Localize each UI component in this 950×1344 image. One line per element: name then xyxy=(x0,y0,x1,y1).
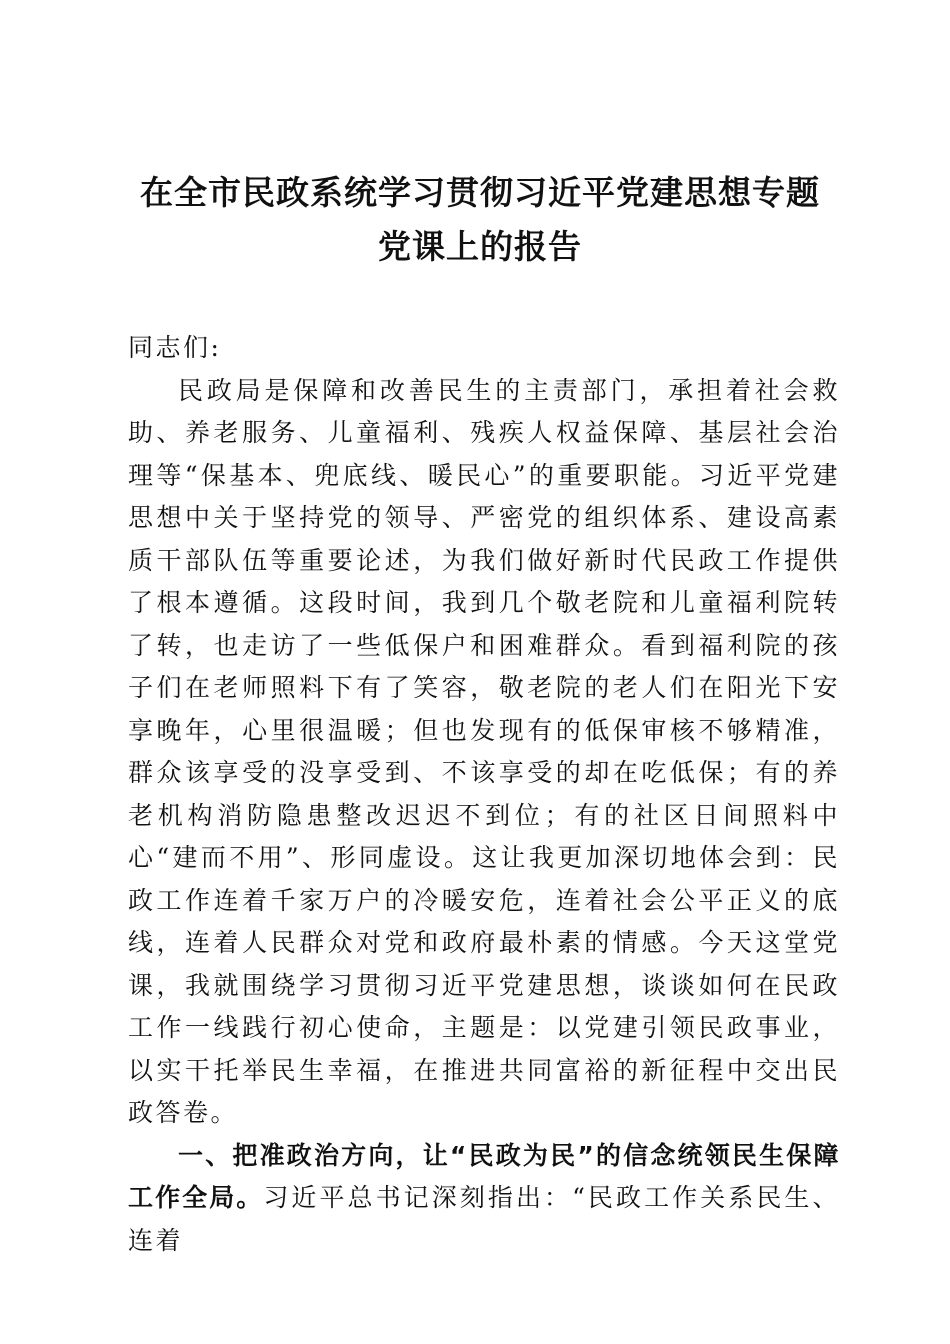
section-1-heading: 一、把准政治方向，让“民政为民”的信念统领民生保障工作全局。 xyxy=(128,1140,840,1212)
paragraph-intro: 民政局是保障和改善民生的主责部门，承担着社会救助、养老服务、儿童福利、残疾人权益保障、基层社会治理等“保基本、兜底线、暖民心”的重要职能。习近平党建思想中关于坚持党的领导、严密党的组织体系、建设高素质干部队伍等重要论述，为我们做好新时代民政工作提供了根本遵循。这段时间，我到几个敬老院和儿童福利院转了转，也走访了一些低保户和困难群众。看到福利院的孩子们在老师照料下有了笑容，敬老院的老人们在阳光下安享晚年，心里很温暖；但也发现有的低保审核不够精准，群众该享受的没享受到、不该享受的却在吃低保；有的养老机构消防隐患整改迟迟不到位；有的社区日间照料中心“建而不用”、形同虚设。这让我更加深切地体会到：民政工作连着千家万户的冷暖安危，连着社会公平正义的底线，连着人民群众对党和政府最朴素的情感。今天这堂党课，我就围绕学习贯彻习近平党建思想，谈谈如何在民政工作一线践行初心使命，主题是：以党建引领民政事业，以实干托举民生幸福，在推进共同富裕的新征程中交出民政答卷。 xyxy=(128,375,840,1127)
title-line-2: 党课上的报告 xyxy=(378,227,582,266)
document-body xyxy=(128,327,840,1262)
section-1-text: 习近平总书记深刻指出：“民政工作关系民生、连着 xyxy=(128,1183,840,1255)
document-title xyxy=(110,166,850,274)
title-line-1: 在全市民政系统学习贯彻习近平党建思想专题 xyxy=(140,173,820,212)
paragraph-section-1 xyxy=(128,1135,840,1263)
greeting: 同志们: xyxy=(128,333,222,362)
